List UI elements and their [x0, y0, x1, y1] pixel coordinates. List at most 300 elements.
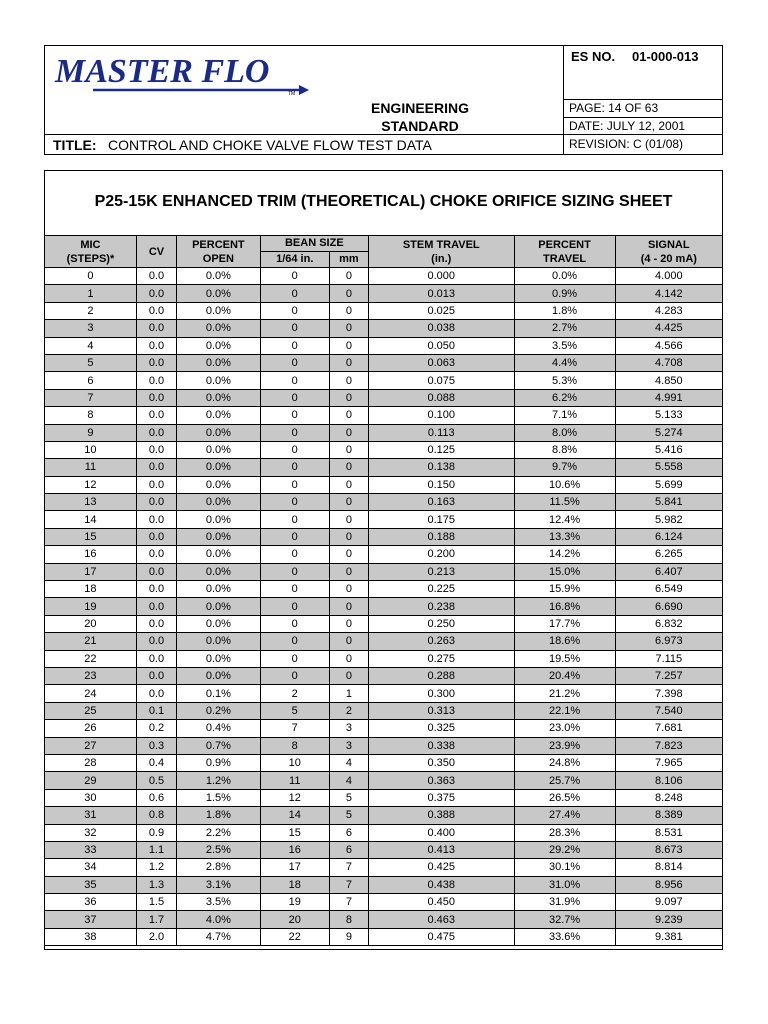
cell-cv: 0.0	[136, 354, 176, 371]
cell-bean-64: 17	[260, 859, 329, 876]
table-row	[45, 285, 723, 302]
cell-percent-open: 0.0%	[177, 285, 261, 302]
cell-bean-mm: 6	[329, 841, 368, 858]
cell-mic: 21	[45, 633, 137, 650]
cell-cv: 0.0	[136, 546, 176, 563]
cell-bean-mm: 0	[329, 268, 368, 285]
cell-bean-64: 2	[260, 685, 329, 702]
cell-percent-travel: 30.1%	[514, 859, 615, 876]
cell-mic: 16	[45, 546, 137, 563]
right-divider-3	[563, 134, 722, 135]
cell-percent-open: 0.0%	[177, 667, 261, 684]
cell-signal: 9.097	[615, 894, 722, 911]
cell-percent-travel: 7.1%	[514, 407, 615, 424]
cell-cv: 0.0	[136, 389, 176, 406]
cell-percent-travel: 19.5%	[514, 650, 615, 667]
cell-cv: 0.0	[136, 581, 176, 598]
cell-percent-travel: 33.6%	[514, 928, 615, 945]
cell-bean-mm: 0	[329, 407, 368, 424]
cell-bean-mm: 5	[329, 789, 368, 806]
table-row	[45, 389, 723, 406]
cell-stem-travel: 0.025	[369, 302, 515, 319]
cell-percent-open: 0.0%	[177, 441, 261, 458]
cell-bean-64: 11	[260, 772, 329, 789]
cell-bean-mm: 4	[329, 754, 368, 771]
cell-signal: 5.416	[615, 441, 722, 458]
cell-bean-64: 0	[260, 320, 329, 337]
cell-stem-travel: 0.088	[369, 389, 515, 406]
cell-percent-open: 3.5%	[177, 894, 261, 911]
cell-stem-travel: 0.100	[369, 407, 515, 424]
table-row	[45, 268, 723, 285]
table-row	[45, 615, 723, 632]
cell-signal: 7.681	[615, 720, 722, 737]
cell-mic: 4	[45, 337, 137, 354]
cell-percent-open: 0.0%	[177, 650, 261, 667]
cell-bean-mm: 3	[329, 737, 368, 754]
cell-percent-travel: 24.8%	[514, 754, 615, 771]
cell-percent-open: 4.7%	[177, 928, 261, 945]
cell-percent-travel: 15.9%	[514, 581, 615, 598]
cell-bean-64: 22	[260, 928, 329, 945]
cell-bean-mm: 8	[329, 911, 368, 928]
cell-mic: 14	[45, 511, 137, 528]
cell-signal: 4.425	[615, 320, 722, 337]
cell-percent-travel: 5.3%	[514, 372, 615, 389]
cell-bean-64: 18	[260, 876, 329, 893]
cell-percent-travel: 32.7%	[514, 911, 615, 928]
cell-bean-mm: 0	[329, 528, 368, 545]
cell-percent-open: 0.2%	[177, 702, 261, 719]
cell-mic: 15	[45, 528, 137, 545]
master-flo-logo	[53, 48, 313, 98]
cell-mic: 2	[45, 302, 137, 319]
col-percent-travel	[514, 236, 615, 268]
cell-cv: 0.0	[136, 494, 176, 511]
cell-bean-mm: 0	[329, 337, 368, 354]
cell-bean-64: 10	[260, 754, 329, 771]
cell-mic: 23	[45, 667, 137, 684]
percent-travel-label-2: TRAVEL	[542, 252, 587, 265]
cell-stem-travel: 0.375	[369, 789, 515, 806]
cell-stem-travel: 0.113	[369, 424, 515, 441]
cell-bean-64: 0	[260, 511, 329, 528]
cell-bean-mm: 2	[329, 702, 368, 719]
sheet-title: P25-15K ENHANCED TRIM (THEORETICAL) CHOKE ORIFICE SIZING SHEET	[94, 193, 673, 210]
cell-percent-open: 0.0%	[177, 424, 261, 441]
cell-stem-travel: 0.338	[369, 737, 515, 754]
cell-stem-travel: 0.425	[369, 859, 515, 876]
header-divider	[563, 46, 564, 154]
cell-bean-mm: 0	[329, 598, 368, 615]
cell-signal: 7.823	[615, 737, 722, 754]
cell-bean-64: 0	[260, 459, 329, 476]
cell-bean-64: 15	[260, 824, 329, 841]
cell-percent-open: 0.0%	[177, 320, 261, 337]
cell-mic: 3	[45, 320, 137, 337]
cell-mic: 37	[45, 911, 137, 928]
cell-percent-open: 0.0%	[177, 337, 261, 354]
cell-mic: 32	[45, 824, 137, 841]
table-row	[45, 772, 723, 789]
cell-percent-travel: 8.0%	[514, 424, 615, 441]
table-row	[45, 841, 723, 858]
cell-mic: 22	[45, 650, 137, 667]
table-row	[45, 354, 723, 371]
cell-mic: 17	[45, 563, 137, 580]
cell-mic: 34	[45, 859, 137, 876]
cell-percent-open: 4.0%	[177, 911, 261, 928]
cell-signal: 4.000	[615, 268, 722, 285]
cell-cv: 2.0	[136, 928, 176, 945]
cell-signal: 4.850	[615, 372, 722, 389]
cell-cv: 0.0	[136, 685, 176, 702]
cell-stem-travel: 0.463	[369, 911, 515, 928]
cell-percent-open: 0.0%	[177, 615, 261, 632]
table-row	[45, 441, 723, 458]
cell-cv: 0.0	[136, 268, 176, 285]
cell-cv: 1.5	[136, 894, 176, 911]
cell-percent-open: 0.0%	[177, 494, 261, 511]
cell-stem-travel: 0.238	[369, 598, 515, 615]
cell-bean-64: 0	[260, 581, 329, 598]
cell-percent-open: 0.0%	[177, 633, 261, 650]
cell-cv: 0.6	[136, 789, 176, 806]
cell-percent-travel: 14.2%	[514, 546, 615, 563]
cell-percent-open: 0.0%	[177, 407, 261, 424]
cell-bean-mm: 0	[329, 563, 368, 580]
cell-mic: 7	[45, 389, 137, 406]
cell-bean-mm: 0	[329, 354, 368, 371]
cell-bean-64: 16	[260, 841, 329, 858]
cell-mic: 28	[45, 754, 137, 771]
cell-percent-open: 1.8%	[177, 807, 261, 824]
table-row	[45, 720, 723, 737]
cell-percent-open: 2.2%	[177, 824, 261, 841]
cell-cv: 0.9	[136, 824, 176, 841]
cell-cv: 0.0	[136, 650, 176, 667]
cell-stem-travel: 0.050	[369, 337, 515, 354]
cell-mic: 18	[45, 581, 137, 598]
cell-stem-travel: 0.250	[369, 615, 515, 632]
cell-bean-mm: 7	[329, 876, 368, 893]
table-row	[45, 633, 723, 650]
cell-cv: 0.0	[136, 407, 176, 424]
cell-mic: 30	[45, 789, 137, 806]
cell-cv: 0.0	[136, 424, 176, 441]
cell-percent-open: 0.7%	[177, 737, 261, 754]
cell-signal: 9.239	[615, 911, 722, 928]
cell-stem-travel: 0.400	[369, 824, 515, 841]
cell-cv: 0.0	[136, 511, 176, 528]
cell-percent-open: 1.5%	[177, 789, 261, 806]
cell-mic: 1	[45, 285, 137, 302]
cell-bean-64: 0	[260, 598, 329, 615]
cell-percent-open: 0.0%	[177, 598, 261, 615]
cell-percent-travel: 28.3%	[514, 824, 615, 841]
cell-bean-64: 0	[260, 528, 329, 545]
document-date: DATE: JULY 12, 2001	[569, 119, 686, 133]
cell-percent-travel: 0.9%	[514, 285, 615, 302]
cell-signal: 7.965	[615, 754, 722, 771]
cell-stem-travel: 0.288	[369, 667, 515, 684]
signal-label-2: (4 - 20 mA)	[640, 252, 697, 265]
right-divider-1	[563, 99, 722, 100]
cell-percent-travel: 4.4%	[514, 354, 615, 371]
table-row	[45, 459, 723, 476]
table-row	[45, 702, 723, 719]
cell-bean-mm: 0	[329, 459, 368, 476]
cell-bean-mm: 7	[329, 859, 368, 876]
cell-signal: 6.124	[615, 528, 722, 545]
cell-cv: 0.0	[136, 667, 176, 684]
cell-bean-mm: 0	[329, 546, 368, 563]
cell-bean-64: 19	[260, 894, 329, 911]
table-row	[45, 754, 723, 771]
cell-bean-64: 8	[260, 737, 329, 754]
cell-percent-travel: 20.4%	[514, 667, 615, 684]
percent-open-label-1: PERCENT	[192, 238, 245, 251]
cell-stem-travel: 0.388	[369, 807, 515, 824]
cell-bean-mm: 0	[329, 650, 368, 667]
title-value: CONTROL AND CHOKE VALVE FLOW TEST DATA	[108, 137, 432, 153]
cell-bean-64: 0	[260, 354, 329, 371]
cell-signal: 6.690	[615, 598, 722, 615]
cell-signal: 8.106	[615, 772, 722, 789]
cell-percent-open: 0.0%	[177, 268, 261, 285]
cell-bean-mm: 0	[329, 667, 368, 684]
cell-bean-mm: 0	[329, 615, 368, 632]
cell-stem-travel: 0.325	[369, 720, 515, 737]
cell-cv: 1.2	[136, 859, 176, 876]
table-row	[45, 581, 723, 598]
cell-bean-64: 0	[260, 563, 329, 580]
cell-percent-travel: 17.7%	[514, 615, 615, 632]
cell-signal: 4.142	[615, 285, 722, 302]
document-header	[44, 45, 723, 155]
cell-percent-open: 0.0%	[177, 528, 261, 545]
cell-cv: 0.2	[136, 720, 176, 737]
cell-bean-mm: 0	[329, 285, 368, 302]
table-row	[45, 807, 723, 824]
cell-stem-travel: 0.163	[369, 494, 515, 511]
stem-travel-label-2: (in.)	[431, 252, 452, 265]
cell-percent-open: 0.4%	[177, 720, 261, 737]
header-row	[45, 236, 723, 252]
cell-percent-open: 0.0%	[177, 459, 261, 476]
table-row	[45, 372, 723, 389]
cell-signal: 8.956	[615, 876, 722, 893]
cell-signal: 6.832	[615, 615, 722, 632]
cell-percent-travel: 3.5%	[514, 337, 615, 354]
cell-signal: 5.841	[615, 494, 722, 511]
revision: REVISION: C (01/08)	[569, 137, 684, 151]
cell-cv: 0.0	[136, 598, 176, 615]
cell-cv: 0.0	[136, 563, 176, 580]
cell-percent-travel: 29.2%	[514, 841, 615, 858]
table-row	[45, 494, 723, 511]
cell-bean-mm: 7	[329, 894, 368, 911]
cell-stem-travel: 0.225	[369, 581, 515, 598]
cell-bean-mm: 0	[329, 424, 368, 441]
cell-cv: 0.0	[136, 302, 176, 319]
cell-percent-travel: 23.0%	[514, 720, 615, 737]
cell-bean-mm: 0	[329, 320, 368, 337]
cell-bean-64: 0	[260, 476, 329, 493]
cell-percent-open: 0.0%	[177, 563, 261, 580]
cell-mic: 8	[45, 407, 137, 424]
cell-bean-mm: 0	[329, 372, 368, 389]
table-row	[45, 528, 723, 545]
cell-mic: 12	[45, 476, 137, 493]
cell-percent-travel: 9.7%	[514, 459, 615, 476]
cell-bean-64: 0	[260, 667, 329, 684]
table-row	[45, 824, 723, 841]
table-row	[45, 789, 723, 806]
cell-stem-travel: 0.313	[369, 702, 515, 719]
cell-bean-64: 0	[260, 302, 329, 319]
cell-bean-mm: 1	[329, 685, 368, 702]
percent-open-label-2: OPEN	[202, 252, 234, 265]
cell-percent-travel: 11.5%	[514, 494, 615, 511]
table-row	[45, 650, 723, 667]
cell-stem-travel: 0.475	[369, 928, 515, 945]
right-divider-2	[563, 117, 722, 118]
cell-cv: 1.1	[136, 841, 176, 858]
cell-signal: 8.814	[615, 859, 722, 876]
cell-stem-travel: 0.013	[369, 285, 515, 302]
cell-bean-64: 0	[260, 424, 329, 441]
col-signal	[615, 236, 722, 268]
cell-stem-travel: 0.175	[369, 511, 515, 528]
cell-signal: 7.115	[615, 650, 722, 667]
cell-percent-travel: 31.0%	[514, 876, 615, 893]
cell-percent-travel: 23.9%	[514, 737, 615, 754]
cell-signal: 6.549	[615, 581, 722, 598]
cell-mic: 11	[45, 459, 137, 476]
col-percent-open	[177, 236, 261, 268]
cell-bean-64: 0	[260, 615, 329, 632]
cell-bean-64: 0	[260, 650, 329, 667]
cell-mic: 29	[45, 772, 137, 789]
cell-percent-open: 3.1%	[177, 876, 261, 893]
cell-percent-travel: 15.0%	[514, 563, 615, 580]
cell-percent-travel: 26.5%	[514, 789, 615, 806]
cell-bean-mm: 0	[329, 302, 368, 319]
cell-bean-mm: 3	[329, 720, 368, 737]
cell-percent-travel: 22.1%	[514, 702, 615, 719]
cell-bean-64: 0	[260, 389, 329, 406]
cell-signal: 8.531	[615, 824, 722, 841]
cell-bean-mm: 0	[329, 389, 368, 406]
cell-stem-travel: 0.350	[369, 754, 515, 771]
table-row	[45, 737, 723, 754]
cell-bean-64: 0	[260, 494, 329, 511]
table-row	[45, 476, 723, 493]
cell-bean-mm: 6	[329, 824, 368, 841]
cell-percent-travel: 16.8%	[514, 598, 615, 615]
engineering-standard	[335, 99, 505, 135]
cell-percent-travel: 21.2%	[514, 685, 615, 702]
cell-stem-travel: 0.200	[369, 546, 515, 563]
cell-percent-travel: 25.7%	[514, 772, 615, 789]
cell-signal: 6.973	[615, 633, 722, 650]
table-row	[45, 407, 723, 424]
cell-signal: 7.540	[615, 702, 722, 719]
cell-cv: 0.0	[136, 372, 176, 389]
cell-bean-64: 0	[260, 268, 329, 285]
cell-mic: 38	[45, 928, 137, 945]
cell-mic: 25	[45, 702, 137, 719]
cell-cv: 0.0	[136, 476, 176, 493]
cell-mic: 20	[45, 615, 137, 632]
cell-cv: 0.0	[136, 337, 176, 354]
title-label: TITLE:	[53, 137, 97, 153]
cell-mic: 33	[45, 841, 137, 858]
orifice-sizing-table	[44, 235, 723, 946]
table-row	[45, 667, 723, 684]
cell-stem-travel: 0.438	[369, 876, 515, 893]
table-row	[45, 302, 723, 319]
cell-cv: 0.8	[136, 807, 176, 824]
table-row	[45, 894, 723, 911]
cell-signal: 5.558	[615, 459, 722, 476]
cell-bean-mm: 0	[329, 511, 368, 528]
cell-cv: 0.1	[136, 702, 176, 719]
col-stem-travel	[369, 236, 515, 268]
cell-percent-open: 2.8%	[177, 859, 261, 876]
cell-mic: 35	[45, 876, 137, 893]
cell-percent-open: 0.0%	[177, 354, 261, 371]
cell-bean-mm: 0	[329, 581, 368, 598]
table-body	[45, 268, 723, 946]
cell-cv: 0.0	[136, 459, 176, 476]
col-cv: CV	[136, 236, 176, 268]
cell-stem-travel: 0.075	[369, 372, 515, 389]
cell-mic: 27	[45, 737, 137, 754]
cell-percent-travel: 27.4%	[514, 807, 615, 824]
table-row	[45, 424, 723, 441]
cell-stem-travel: 0.000	[369, 268, 515, 285]
cell-stem-travel: 0.188	[369, 528, 515, 545]
cell-bean-mm: 4	[329, 772, 368, 789]
mic-label: MIC	[80, 238, 101, 251]
table-row	[45, 911, 723, 928]
cell-stem-travel: 0.450	[369, 894, 515, 911]
table-row	[45, 511, 723, 528]
percent-travel-label-1: PERCENT	[538, 238, 591, 251]
col-mic	[45, 236, 137, 268]
cell-percent-open: 2.5%	[177, 841, 261, 858]
cell-cv: 0.0	[136, 441, 176, 458]
cell-signal: 6.265	[615, 546, 722, 563]
cell-stem-travel: 0.300	[369, 685, 515, 702]
cell-signal: 4.708	[615, 354, 722, 371]
cell-bean-64: 0	[260, 546, 329, 563]
mic-steps-label: (STEPS)*	[66, 252, 115, 265]
cell-percent-travel: 31.9%	[514, 894, 615, 911]
cell-stem-travel: 0.150	[369, 476, 515, 493]
cell-signal: 5.982	[615, 511, 722, 528]
cell-cv: 0.4	[136, 754, 176, 771]
table-row	[45, 598, 723, 615]
cell-mic: 0	[45, 268, 137, 285]
cell-mic: 24	[45, 685, 137, 702]
col-bean-64: 1/64 in.	[260, 252, 329, 268]
cell-percent-travel: 1.8%	[514, 302, 615, 319]
table-row	[45, 685, 723, 702]
table-row	[45, 928, 723, 945]
